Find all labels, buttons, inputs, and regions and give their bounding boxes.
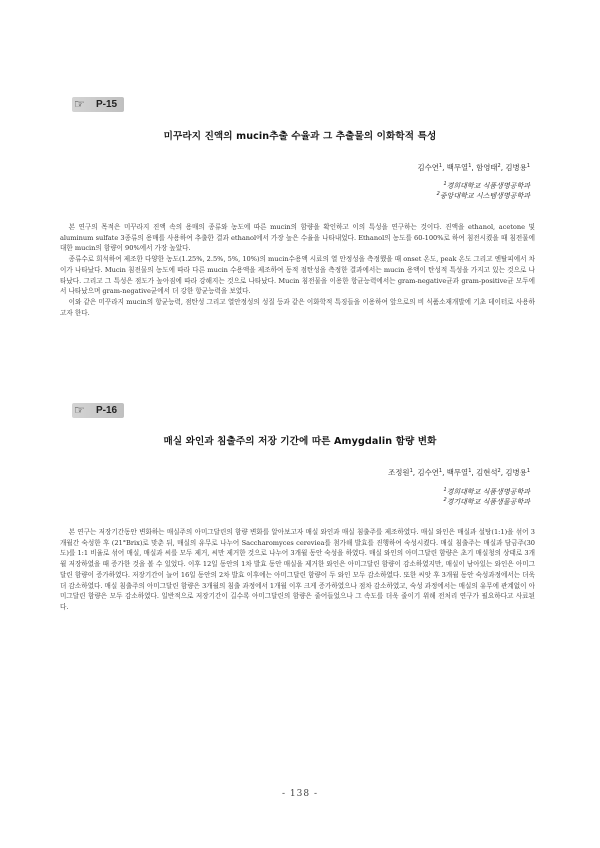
author: 조정원$^1$ xyxy=(388,468,413,477)
author: 백무열$^1$ xyxy=(446,163,472,172)
pointing-hand-icon: ☞ xyxy=(74,403,85,417)
affiliation: $^2$중앙대학교 시스템생명공학과 xyxy=(436,191,530,200)
pointing-hand-icon: ☞ xyxy=(74,97,85,111)
abstract-title: 미꾸라지 진액의 mucin추출 수율과 그 추출물의 이화학적 특성 xyxy=(163,131,437,142)
abstract-code-tag xyxy=(72,97,124,112)
body-paragraph: 본 연구의 목적은 미꾸라지 진액 속의 용매의 종류와 농도에 따른 mucin의 함량을 확인하고 이의 특성을 연구하는 것이다. 진액을 ethanol, acetone 및 aluminum sulfate 3종류의 용매를 사용하여 추출한 결과 ethanol에서 가장 높은 수율을 나타내었다. Ethanol의 농도를 60-100%로 하여 침전시켰을 때 침전물에 대한 mucin의 함량이 90%에서 가장 높았다. xyxy=(60,223,535,253)
affiliation: $^1$경희대학교 식품생명공학과 xyxy=(443,487,530,496)
abstract-body xyxy=(60,222,535,318)
author: 함영태$^2$ xyxy=(476,163,501,172)
author-list: 김수연$^1$, 백무열$^1$, 함영태$^2$, 김병용$^1$ xyxy=(417,163,530,172)
abstract-code: P-15 xyxy=(96,99,118,110)
author: 김수연$^1$ xyxy=(417,163,443,172)
affiliation: $^2$경기대학교 식품생물공학과 xyxy=(443,497,530,506)
abstract-body xyxy=(60,527,535,613)
affiliation-list xyxy=(437,181,530,201)
author-list: 조정원$^1$, 김수연$^1$, 백무열$^1$, 김현석$^2$, 김병용$^1$ xyxy=(388,468,530,477)
affiliation: $^1$경희대학교 식품생명공학과 xyxy=(443,181,530,190)
page-number: - 138 - xyxy=(282,789,318,799)
abstract-code-tag xyxy=(72,403,124,418)
affiliation-list xyxy=(443,487,530,507)
author: 백무열$^1$ xyxy=(446,468,472,477)
abstract-title: 매실 와인과 침출주의 저장 기간에 따른 Amygdalin 함량 변화 xyxy=(163,436,437,447)
author: 김병용$^1$ xyxy=(505,468,530,477)
body-paragraph: 종류수로 희석하여 제조한 다양한 농도(1.25%, 2.5%, 5%, 10%)의 mucin수용액 시료의 열 안정성을 측정했을 때 onset 온도, peak 온도 그리고 엔탈피에서 차이가 나타났다. Mucin 침전물의 농도에 따라 다른 mucin 수용액을 제조하여 동적 점탄성을 측정한 결과에서는 mucin 용액이 탄성적 특성을 가지고 있는 것으로 나타났다. 그리고 그 특성은 점도가 높아짐에 따라 강해지는 것으로 나타났다. Mucin 침전물을 이용한 항균능력에서는 gram-negative균과 gram-positive균 모두에서 나타났으며 gram-negative균에서 더 강한 항균능력을 보였다. xyxy=(60,255,535,296)
author: 김현석$^2$ xyxy=(476,468,501,477)
author: 김수연$^1$ xyxy=(417,468,443,477)
body-paragraph: 본 연구는 저장기간동안 변화하는 매실주의 아미그달린의 함량 변화를 알아보고자 매실 와인과 매실 침출주를 제조하였다. 매실 와인은 매실과 설탕(1:1)을 섞어 3개월간 숙성한 후 (21°Brix)로 맞춘 뒤, 매실의 유무로 나누어 Saccharomyces cereviea를 첨가해 발효를 진행하여 숙성시켰다. 매실 침출주는 매실과 담금주(30도)를 1:1 비율로 섞어 매실, 매실과 씨를 모두 제거, 씨만 제거한 것으로 나누어 3개월 동안 숙성을 하였다. 매실 와인의 아미그달린 함량은 초기 매실청의 상태로 3개월 저장하였을 때 증가한 것을 볼 수 있었다. 이후 12일 동안의 1차 발효 동안 매실을 제거한 와인은 아미그달린 함량이 감소하였지만, 매실이 남아있는 와인은 아미그달린 함량이 증가하였다. 저장기간이 늘어 16일 동안의 2차 발효 이후에는 아미그달린 함량이 두 와인 모두 감소하였다. 또한 씨앗 후 3개월 동안 숙성과정에서는 더욱더 감소하였다. 매실 침출주의 아미그달린 함량은 3개월의 침출 과정에서 1개월 이후 크게 증가하였으나 점차 감소하였고, 숙성 과정에서는 매실의 유무에 관계없이 아미그달린 함량은 모두 감소하였다. 일반적으로 저장기간이 길수록 아미그달린의 함량은 줄어들었으나 그 속도를 더욱 줄이기 위해 전처리 연구가 필요하다고 사료된다. xyxy=(60,528,535,611)
body-paragraph: 이와 같은 미꾸라지 mucin의 항균능력, 점탄성 그리고 열안정성의 성질 등과 같은 이화학적 특징들을 이용하여 앞으로의 비 식품소재개발에 기초 데이터로 사용하고자 한다. xyxy=(60,297,535,317)
abstract-code: P-16 xyxy=(96,405,118,416)
author: 김병용$^1$ xyxy=(505,163,530,172)
